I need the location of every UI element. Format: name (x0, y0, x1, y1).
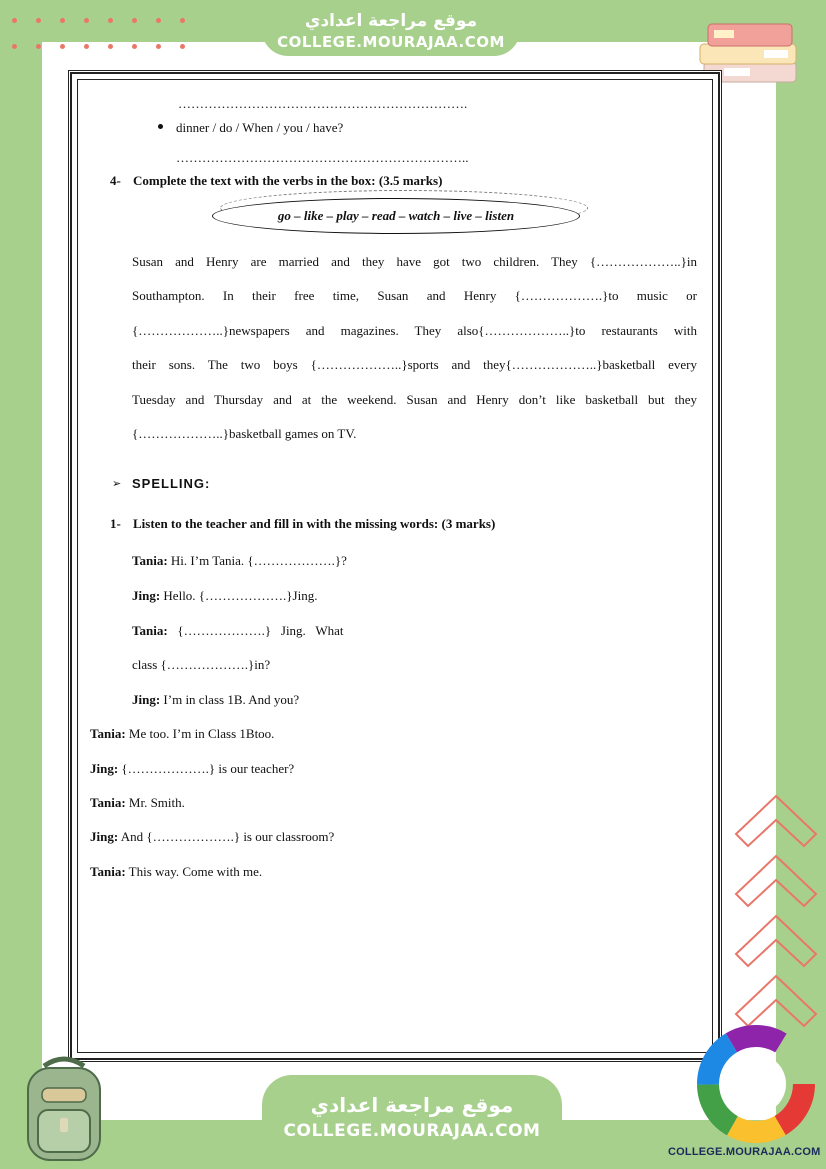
bullet-dot-icon (158, 124, 163, 129)
logo-url[interactable]: COLLEGE.MOURAJAA.COM (668, 1146, 821, 1158)
line-text: This way. Come with me. (125, 864, 263, 879)
dialogue-line (132, 657, 270, 673)
line-text: Me too. I’m in Class 1Btoo. (125, 726, 275, 741)
dialogue-line (132, 588, 317, 604)
line-text: class {……………….}in? (132, 657, 271, 672)
line-text: Hi. I’m Tania. {……………….}? (167, 553, 347, 568)
exercise-number: 4- (110, 173, 121, 188)
paragraph-line: {………………..}newspapers and magazines. They also{………………..}to restaurants with (132, 323, 697, 338)
backpack-icon (14, 1052, 114, 1164)
speaker: Jing: (90, 829, 119, 844)
paragraph-line: Tuesday and Thursday and at the weekend. Susan and Henry don’t like basketball but they (132, 392, 697, 407)
speaker: Jing: (90, 761, 119, 776)
line-text: Hello. {……………….}Jing. (160, 588, 318, 603)
line-text: {……………….} is our teacher? (118, 761, 295, 776)
footer-url[interactable]: COLLEGE.MOURAJAA.COM (283, 1121, 541, 1141)
line-text: And {……………….} is our classroom? (118, 829, 335, 844)
section-title: SPELLING: (132, 476, 211, 491)
dialogue-line (132, 553, 347, 569)
speaker: Tania: (90, 864, 126, 879)
dialogue-line (90, 795, 185, 811)
paragraph-line: their sons. The two boys {………………..}sports and they{………………..}basketball every (132, 357, 697, 372)
header-url[interactable]: COLLEGE.MOURAJAA.COM (277, 33, 505, 51)
speaker: Jing: (132, 588, 161, 603)
footer-arabic-title: موقع مراجعة اعدادي (310, 1093, 514, 1117)
speaker: Jing: (132, 692, 161, 707)
exercise-title: Complete the text with the verbs in the box: (3.5 marks) (133, 173, 443, 188)
speaker: Tania: (132, 553, 168, 568)
dialogue-line (132, 623, 343, 639)
dialogue-line (132, 692, 299, 708)
paragraph-line: Southampton. In their free time, Susan and Henry {……………….}to music or (132, 288, 697, 303)
dialogue-line (90, 726, 274, 742)
answer-line[interactable]: ………………………………………………………….. (176, 150, 469, 165)
speaker: Tania: (90, 795, 126, 810)
answer-line[interactable]: …………………………………………………………. (178, 96, 468, 111)
chevron-decoration-icon (732, 790, 822, 1030)
header-arabic-title: موقع مراجعة اعدادي (304, 11, 478, 31)
arrow-bullet-icon: ➢ (112, 478, 122, 490)
dialogue-line (90, 829, 334, 845)
paragraph-line: {………………..}basketball games on TV. (132, 426, 357, 441)
footer-banner (262, 1075, 562, 1155)
bullet-prompt: dinner / do / When / you / have? (176, 120, 344, 135)
dialogue-line (90, 761, 294, 777)
line-text: {……………….} Jing. What (167, 623, 344, 638)
line-text: Mr. Smith. (125, 795, 185, 810)
header-banner (262, 4, 520, 56)
dialogue-line (90, 864, 262, 880)
speaker: Tania: (132, 623, 168, 638)
question-title: Listen to the teacher and fill in with the missing words: (3 marks) (133, 516, 496, 531)
site-logo-icon (696, 1024, 816, 1144)
paragraph-line: Susan and Henry are married and they have got two children. They {………………..}in (132, 254, 697, 269)
question-number: 1- (110, 516, 121, 531)
word-box: go – like – play – read – watch – live – listen (212, 198, 580, 234)
speaker: Tania: (90, 726, 126, 741)
line-text: I’m in class 1B. And you? (160, 692, 300, 707)
